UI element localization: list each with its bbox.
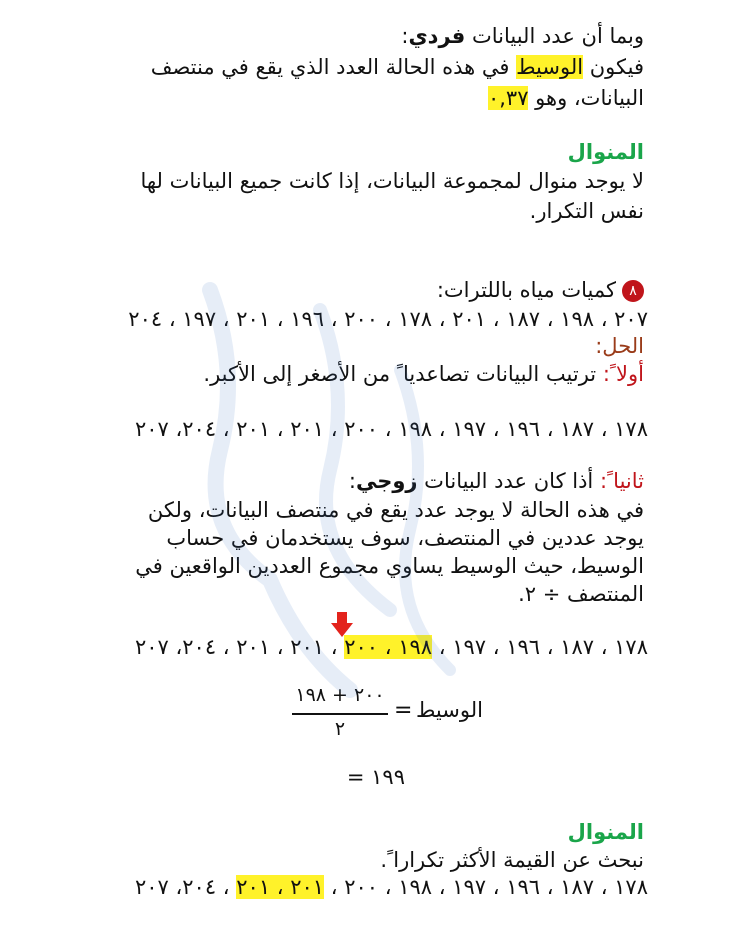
odd-word: فردي (408, 24, 466, 48)
text-segment: ١٧٨ ، ١٨٧ ، ١٩٦ ، ١٩٧ ، ١٩٨ ، ٢٠٠ ، (324, 875, 648, 899)
mode-heading-2: المنوال (567, 820, 644, 844)
text-segment: البيانات، وهو (528, 86, 644, 110)
even-paragraph-1: في هذه الحالة لا يوجد عدد يقع في منتصف البيانات، ولكن (147, 498, 644, 522)
even-word: زوجي (355, 469, 418, 493)
step-two-label: ثانيا ً: (599, 469, 644, 493)
mode-text-2: نفس التكرار. (529, 199, 644, 223)
middle-values-highlight: ١٩٨ ، ٢٠٠ (344, 635, 433, 659)
colon: : (348, 469, 356, 493)
solution-label: الحل: (595, 334, 644, 358)
sorted-data-3 (135, 873, 648, 901)
fraction-numerator: ٢٠٠ + ١٩٨ (295, 684, 385, 706)
median-label: الوسيط (416, 698, 483, 722)
even-paragraph-4: المنتصف ÷ ٢. (518, 582, 644, 606)
text-segment: في هذه الحالة العدد الذي يقع في منتصف (150, 55, 517, 79)
sorted-data-1: ١٧٨ ، ١٨٧ ، ١٩٦ ، ١٩٧ ، ١٩٨ ، ٢٠٠ ، ٢٠١ ، ٢٠١ ، ٢٠٤، ٢٠٧ (134, 417, 648, 441)
question-title-text: كميات مياه باللترات: (436, 278, 616, 302)
mode-text-1: لا يوجد منوال لمجموعة البيانات، إذا كانت جميع البيانات لها (140, 169, 644, 193)
odd-count-text: وبما أن عدد البيانات (465, 24, 644, 48)
watermark-signature (150, 250, 480, 730)
equals-sign: = (394, 698, 413, 723)
even-paragraph-2: يوجد عددين في المنتصف، سوف يستخدمان في حساب (166, 526, 644, 550)
question-8-data: ٢٠٧ ، ١٩٨ ، ١٨٧ ، ٢٠١ ، ١٧٨ ، ٢٠٠ ، ١٩٦ ، ٢٠١ ، ١٩٧ ، ٢٠٤ (128, 307, 648, 331)
fraction-denominator: ٢ (334, 718, 346, 740)
text-segment: فيكون (583, 55, 644, 79)
text-segment: ، ٢٠٤، ٢٠٧ (134, 875, 237, 899)
mode-values-highlight: ٢٠١ ، ٢٠١ (236, 875, 325, 899)
median-word-highlight: الوسيط (516, 55, 584, 79)
step-one-text: ترتيب البيانات تصاعديا ً من الأصغر إلى الأكبر. (203, 362, 603, 386)
step-one-label: أولا ً: (602, 362, 644, 386)
text-segment: ١٧٨ ، ١٨٧ ، ١٩٦ ، ١٩٧ ، (432, 635, 648, 659)
step-two-text: أذا كان عدد البيانات (417, 469, 600, 493)
mode-search-text: نبحث عن القيمة الأكثر تكرارا ً. (380, 848, 644, 872)
mode-heading-1: المنوال (567, 140, 644, 164)
median-definition-line (151, 53, 644, 81)
median-value-highlight: ٠,٣٧ (487, 86, 529, 110)
even-paragraph-3: الوسيط، حيث الوسيط يساوي مجموع العددين الواقعين في (135, 554, 644, 578)
colon: : (401, 24, 409, 48)
text-segment: ، ٢٠١ ، ٢٠١ ، ٢٠٤، ٢٠٧ (134, 635, 345, 659)
question-number-badge: ٨ (622, 280, 644, 302)
odd-count-line (401, 22, 644, 50)
median-result: ١٩٩ = (346, 765, 405, 789)
median-value-line (488, 84, 644, 112)
